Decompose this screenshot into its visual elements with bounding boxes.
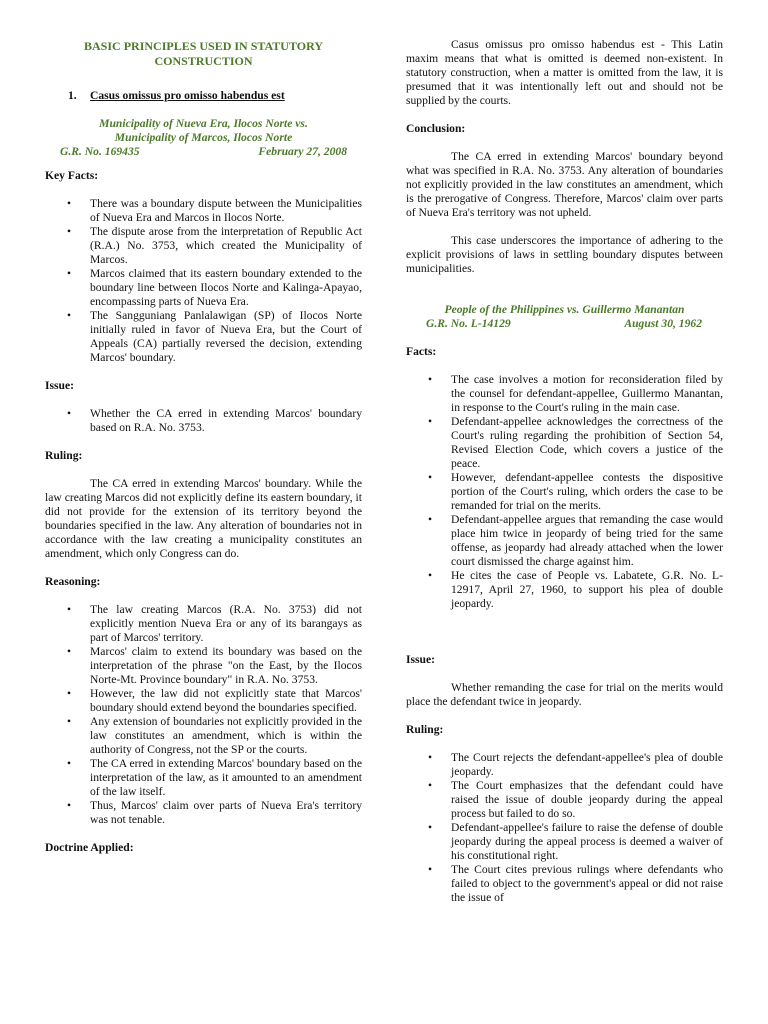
key-fact-item: • There was a boundary dispute between the Municipalities of Nueva Era and Marcos in Ilocos Norte. <box>45 197 362 225</box>
ruling-item: • Defendant-appellee's failure to raise the defense of double jeopardy during the appeal process is deemed a waiver of his constitutional right. <box>406 821 723 863</box>
reasoning-item: • The law creating Marcos (R.A. No. 3753) did not explicitly mention Nueva Era or any of its barangays as part of Marcos' territory. <box>45 603 362 645</box>
case-caption-2 <box>406 303 723 331</box>
ruling-item: • The Court emphasizes that the defendant could have raised the issue of double jeopardy during the appeal process but failed to do so. <box>406 779 723 821</box>
fact-item: • He cites the case of People vs. Labatete, G.R. No. L-12917, April 27, 1960, to support his plea of double jeopardy. <box>406 569 723 611</box>
case-2-title: People of the Philippines vs. Guillermo Manantan <box>444 303 685 316</box>
key-fact-item: • Marcos claimed that its eastern boundary extended to the boundary line between Ilocos Norte and Kalinga-Apayao, encompassing parts of Nueva Era. <box>45 267 362 309</box>
key-fact-item: • The Sangguniang Panlalawigan (SP) of Ilocos Norte initially ruled in favor of Nueva Era, but the Court of Appeals (CA) partially reversed the decision, extending Marcos' boundary. <box>45 309 362 365</box>
fact-item: • However, defendant-appellee contests the dispositive portion of the Court's ruling, which orders the case to be remanded for trial on the merits. <box>406 471 723 513</box>
doctrine-paragraph: Casus omissus pro omisso habendus est - This Latin maxim means that what is omitted is deemed non-existent. In statutory construction, when a matter is omitted from the law, it is presumed that it was intentionally left out and should not be supplied by the courts. <box>406 38 723 107</box>
principle-heading <box>68 89 362 103</box>
principle-number: 1. <box>68 89 77 102</box>
reasoning-item: • Thus, Marcos' claim over parts of Nueva Era's territory was not tenable. <box>45 799 362 827</box>
case-caption-1 <box>45 117 362 159</box>
facts-list <box>406 373 723 611</box>
case-1-title-line-1: Municipality of Nueva Era, Ilocos Norte vs. <box>99 117 308 130</box>
ruling-item: • The Court rejects the defendant-appellee's plea of double jeopardy. <box>406 751 723 779</box>
ruling-heading: Ruling: <box>45 449 83 462</box>
right-column <box>406 0 723 905</box>
ruling-heading-2: Ruling: <box>406 723 444 736</box>
left-column <box>45 0 362 869</box>
issue-heading-2: Issue: <box>406 653 435 666</box>
facts-heading: Facts: <box>406 345 437 358</box>
reasoning-item: • However, the law did not explicitly state that Marcos' boundary should extend beyond the boundaries specified. <box>45 687 362 715</box>
case-2-date: August 30, 1962 <box>624 317 702 330</box>
reasoning-item: • Any extension of boundaries not explicitly provided in the law constitutes an amendment, which is within the authority of Congress, not the SP or the courts. <box>45 715 362 757</box>
case-1-date: February 27, 2008 <box>258 145 347 158</box>
conclusion-paragraph-1: The CA erred in extending Marcos' boundary beyond what was specified in R.A. No. 3753. Any alteration of boundaries not explicitly provided in the law constitutes an amendment, which is the prerogative of Congress. Therefore, Marcos' claim over parts of Nueva Era's territory was not upheld. <box>406 150 723 219</box>
document-title: BASIC PRINCIPLES USED IN STATUTORY CONSTRUCTION <box>84 39 323 68</box>
case-2-gr-number: G.R. No. L-14129 <box>426 317 511 330</box>
key-facts-list <box>45 197 362 365</box>
case-2-citation <box>406 317 723 331</box>
ruling-item: • The Court cites previous rulings where defendants who failed to object to the government's appeal or did not raise the issue of <box>406 863 723 905</box>
principle-title: Casus omissus pro omisso habendus est <box>90 89 285 102</box>
fact-item: • The case involves a motion for reconsideration filed by the counsel for defendant-appellee, Guillermo Manantan, in response to the Court's ruling in the main case. <box>406 373 723 415</box>
ruling-paragraph: The CA erred in extending Marcos' boundary. While the law creating Marcos did not explicitly define its eastern boundary, it did not provide for the extension of its territory beyond the boundaries specified in the law. Any alteration of boundaries not in accordance with the law creating a municipality constitutes an amendment, which only Congress can do. <box>45 477 362 560</box>
key-facts-heading: Key Facts: <box>45 169 99 182</box>
reasoning-item: • The CA erred in extending Marcos' boundary based on the interpretation of the law, as it amounted to an amendment of the law itself. <box>45 757 362 799</box>
doctrine-heading: Doctrine Applied: <box>45 841 134 854</box>
issue-heading: Issue: <box>45 379 74 392</box>
key-fact-item: • The dispute arose from the interpretation of Republic Act (R.A.) No. 3753, which created the Municipality of Marcos. <box>45 225 362 267</box>
issue-item: • Whether the CA erred in extending Marcos' boundary based on R.A. No. 3753. <box>45 407 362 435</box>
issue-list <box>45 407 362 435</box>
ruling-list <box>406 751 723 905</box>
reasoning-item: • Marcos' claim to extend its boundary was based on the interpretation of the phrase "on the East, by the Ilocos Norte-Mt. Province boundary" in R.A. No. 3753. <box>45 645 362 687</box>
issue-paragraph: Whether remanding the case for trial on the merits would place the defendant twice in jeopardy. <box>406 681 723 708</box>
conclusion-paragraph-2: This case underscores the importance of adhering to the explicit provisions of laws in settling boundary disputes between municipalities. <box>406 234 723 275</box>
fact-item: • Defendant-appellee acknowledges the correctness of the Court's ruling regarding the prohibition of Section 54, Revised Election Code, which covers a justice of the peace. <box>406 415 723 471</box>
fact-item: • Defendant-appellee argues that remanding the case would place him twice in jeopardy of being tried for the same offense, as jeopardy had already attached when the lower court dismissed the charge against him. <box>406 513 723 569</box>
case-1-citation <box>45 145 362 159</box>
case-1-title-line-2: Municipality of Marcos, Ilocos Norte <box>114 131 293 144</box>
reasoning-list <box>45 603 362 827</box>
reasoning-heading: Reasoning: <box>45 575 101 588</box>
case-1-gr-number: G.R. No. 169435 <box>60 145 140 158</box>
conclusion-heading: Conclusion: <box>406 122 466 135</box>
